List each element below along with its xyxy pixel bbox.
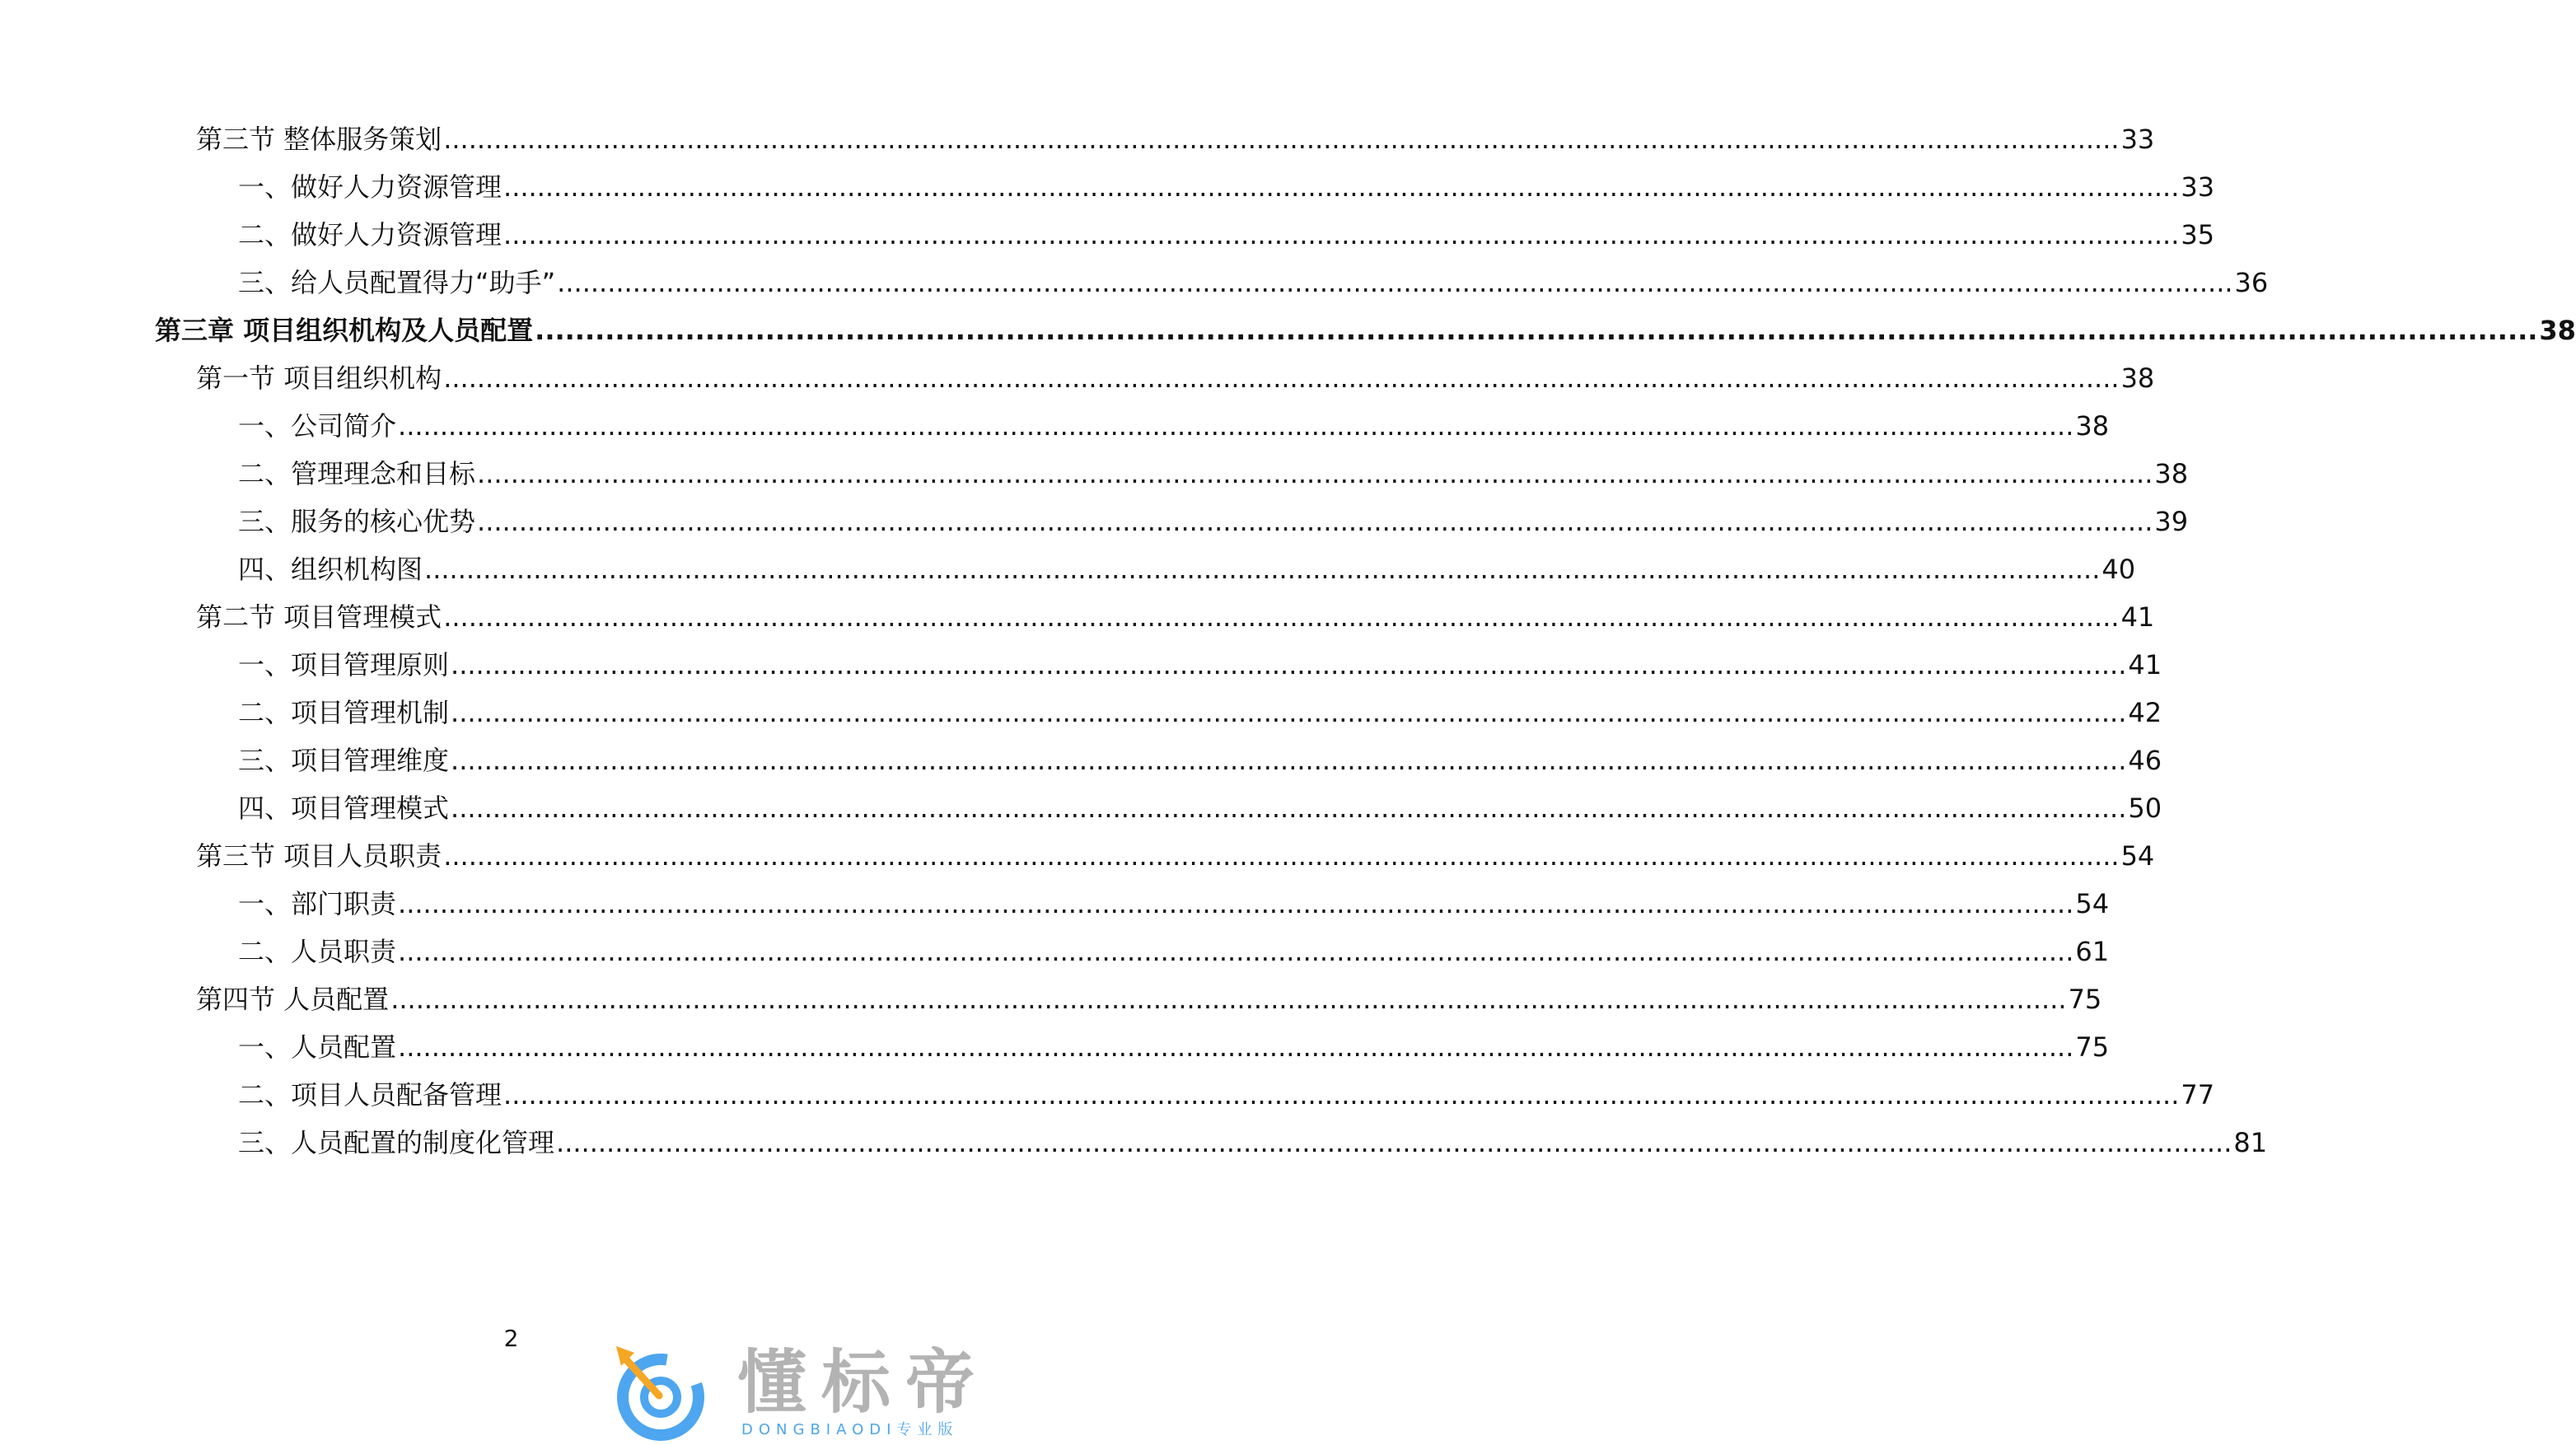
toc-entry-page: 33 bbox=[2181, 171, 2215, 203]
toc-entry-page: 38 bbox=[2539, 315, 2576, 346]
toc-entry-page: 42 bbox=[2128, 697, 2162, 728]
toc-entry[interactable] bbox=[238, 504, 2189, 539]
page-number: 2 bbox=[503, 1325, 519, 1352]
toc-dot-leader: ........................................................................................................................................................................................................ bbox=[503, 171, 2180, 203]
toc-entry-page: 33 bbox=[2120, 124, 2155, 155]
toc-entry-page: 36 bbox=[2234, 267, 2269, 298]
toc-entry-title: 第四节 人员配置 bbox=[196, 984, 390, 1015]
toc-dot-leader: ........................................................................................................................................................................................................ bbox=[398, 888, 2074, 919]
toc-entry-title: 三、人员配置的制度化管理 bbox=[238, 1127, 555, 1158]
toc-chapter-entry[interactable] bbox=[155, 313, 2576, 348]
toc-entry-title: 四、项目管理模式 bbox=[238, 793, 450, 824]
toc-entry-title: 三、服务的核心优势 bbox=[238, 506, 476, 537]
toc-dot-leader: ........................................................................................................................................................................................................ bbox=[535, 315, 2538, 346]
toc-entry-title: 一、项目管理原则 bbox=[238, 649, 450, 680]
toc-dot-leader: ........................................................................................................................................................................................................ bbox=[451, 793, 2127, 824]
toc-dot-leader: ........................................................................................................................................................................................................ bbox=[451, 649, 2127, 680]
toc-dot-leader: ........................................................................................................................................................................................................ bbox=[503, 219, 2180, 250]
toc-entry-title: 一、部门职责 bbox=[238, 888, 397, 919]
toc-entry-title: 三、项目管理维度 bbox=[238, 745, 450, 776]
toc-entry[interactable] bbox=[238, 934, 2110, 969]
toc-entry[interactable] bbox=[196, 839, 2155, 873]
toc-entry-title: 一、公司简介 bbox=[238, 410, 397, 442]
toc-entry-page: 75 bbox=[2075, 1031, 2110, 1063]
toc-dot-leader: ........................................................................................................................................................................................................ bbox=[398, 410, 2074, 442]
toc-dot-leader: ........................................................................................................................................................................................................ bbox=[398, 1031, 2074, 1063]
toc-entry-title: 二、人员职责 bbox=[238, 936, 397, 967]
toc-entry-page: 35 bbox=[2181, 219, 2215, 250]
toc-entry[interactable] bbox=[238, 409, 2110, 443]
toc-dot-leader: ........................................................................................................................................................................................................ bbox=[424, 554, 2101, 585]
toc-entry-title: 二、项目管理机制 bbox=[238, 697, 450, 728]
toc-entry-title: 第三章 项目组织机构及人员配置 bbox=[155, 315, 534, 346]
toc-entry-title: 二、做好人力资源管理 bbox=[238, 219, 503, 250]
toc-entry[interactable] bbox=[238, 456, 2189, 491]
toc-entry-title: 第三节 项目人员职责 bbox=[196, 840, 442, 872]
toc-entry[interactable] bbox=[238, 1030, 2110, 1064]
toc-entry-page: 61 bbox=[2075, 936, 2110, 967]
toc-entry[interactable] bbox=[238, 552, 2136, 587]
toc-entry-page: 38 bbox=[2075, 410, 2110, 442]
toc-entry[interactable] bbox=[238, 1125, 2268, 1160]
toc-entry[interactable] bbox=[238, 648, 2162, 682]
toc-dot-leader: ........................................................................................................................................................................................................ bbox=[477, 506, 2153, 537]
toc-dot-leader: ........................................................................................................................................................................................................ bbox=[443, 124, 2120, 155]
toc-dot-leader: ........................................................................................................................................................................................................ bbox=[556, 1127, 2232, 1158]
toc-entry-title: 一、人员配置 bbox=[238, 1031, 397, 1063]
toc-entry-page: 75 bbox=[2068, 984, 2102, 1015]
toc-entry-title: 四、组织机构图 bbox=[238, 554, 423, 585]
toc-entry-page: 54 bbox=[2120, 840, 2155, 872]
brand-watermark bbox=[610, 1343, 1005, 1442]
toc-dot-leader: ........................................................................................................................................................................................................ bbox=[451, 697, 2127, 728]
toc-entry-title: 二、管理理念和目标 bbox=[238, 458, 476, 489]
toc-entry-title: 第二节 项目管理模式 bbox=[196, 601, 442, 633]
target-arrow-icon bbox=[610, 1343, 717, 1442]
toc-entry-page: 40 bbox=[2101, 554, 2136, 585]
toc-dot-leader: ........................................................................................................................................................................................................ bbox=[443, 840, 2120, 872]
toc-dot-leader: ........................................................................................................................................................................................................ bbox=[477, 458, 2153, 489]
toc-entry-page: 77 bbox=[2181, 1079, 2215, 1111]
brand-subtitle: DONGBIAODI专业版 bbox=[741, 1421, 959, 1438]
toc-entry[interactable] bbox=[196, 122, 2155, 157]
toc-entry[interactable] bbox=[238, 217, 2215, 252]
toc-entry[interactable] bbox=[196, 982, 2102, 1017]
toc-entry-page: 39 bbox=[2154, 506, 2189, 537]
toc-entry[interactable] bbox=[238, 695, 2162, 730]
toc-entry-page: 50 bbox=[2128, 793, 2162, 824]
toc-dot-leader: ........................................................................................................................................................................................................ bbox=[390, 984, 2067, 1015]
toc-entry[interactable] bbox=[238, 886, 2110, 921]
toc-dot-leader: ........................................................................................................................................................................................................ bbox=[443, 362, 2120, 394]
toc-dot-leader: ........................................................................................................................................................................................................ bbox=[503, 1079, 2180, 1111]
brand-name: 懂标帝 bbox=[737, 1342, 990, 1423]
toc-entry-title: 二、项目人员配备管理 bbox=[238, 1079, 503, 1111]
toc-entry[interactable] bbox=[238, 170, 2215, 204]
toc-dot-leader: ........................................................................................................................................................................................................ bbox=[443, 601, 2120, 633]
toc-entry-title: 三、给人员配置得力“助手” bbox=[238, 267, 556, 298]
toc-entry-title: 第一节 项目组织机构 bbox=[196, 362, 442, 394]
toc-entry-page: 41 bbox=[2128, 649, 2162, 680]
toc-entry-page: 38 bbox=[2154, 458, 2189, 489]
toc-entry[interactable] bbox=[196, 361, 2155, 395]
toc-dot-leader: ........................................................................................................................................................................................................ bbox=[398, 936, 2074, 967]
toc-entry[interactable] bbox=[238, 743, 2162, 778]
toc-entry[interactable] bbox=[196, 600, 2155, 634]
toc-entry-page: 54 bbox=[2075, 888, 2110, 919]
toc-entry[interactable] bbox=[238, 791, 2162, 825]
toc-entry[interactable] bbox=[238, 265, 2269, 300]
toc-entry-page: 38 bbox=[2120, 362, 2155, 394]
toc-entry-page: 41 bbox=[2120, 601, 2155, 633]
toc-entry-page: 81 bbox=[2233, 1127, 2268, 1158]
toc-entry-page: 46 bbox=[2128, 745, 2162, 776]
toc-entry[interactable] bbox=[238, 1078, 2215, 1112]
toc-dot-leader: ........................................................................................................................................................................................................ bbox=[451, 745, 2127, 776]
toc-entry-title: 一、做好人力资源管理 bbox=[238, 171, 503, 203]
toc-dot-leader: ........................................................................................................................................................................................................ bbox=[557, 267, 2233, 298]
toc-entry-title: 第三节 整体服务策划 bbox=[196, 124, 442, 155]
